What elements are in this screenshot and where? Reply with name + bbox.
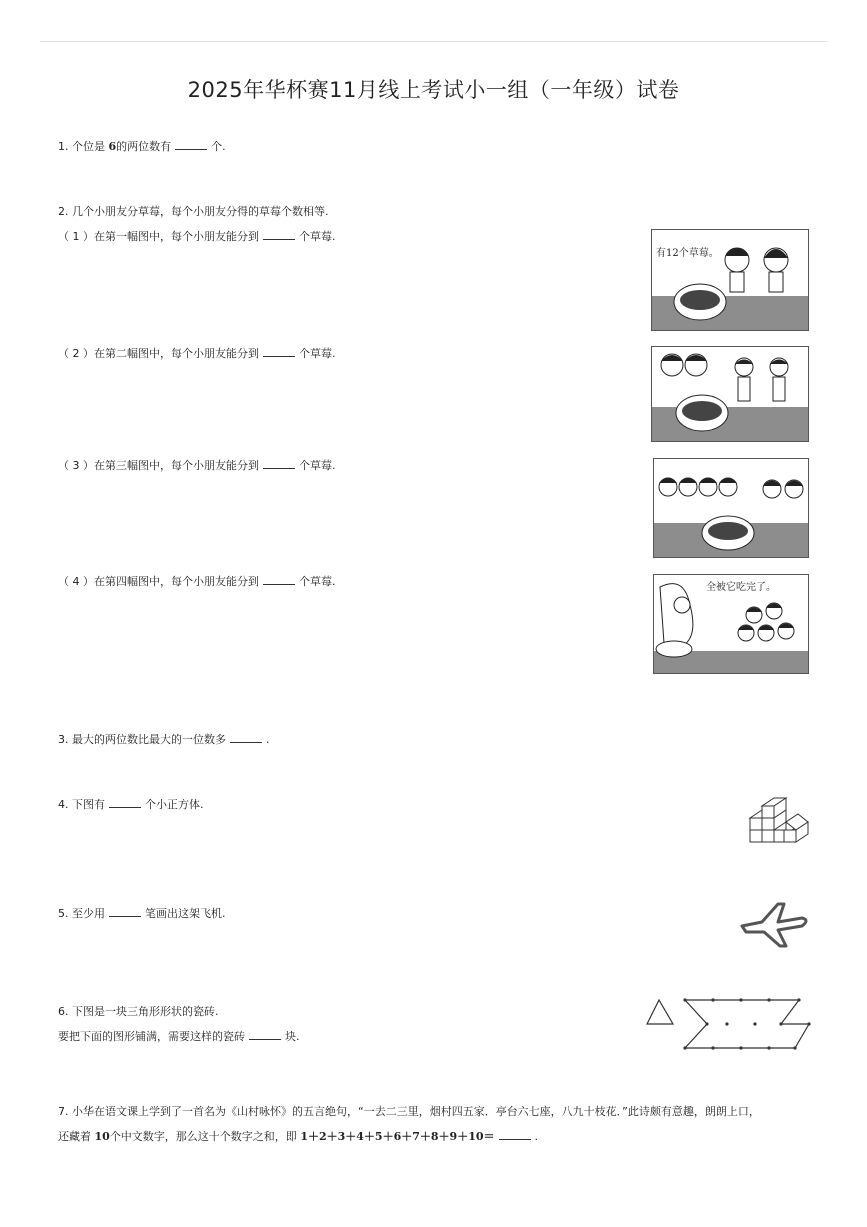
page-title: 2025年华杯赛11月线上考试小一组（一年级）试卷 <box>187 78 680 102</box>
q2-sub3-pre: （ 3 ）在第三幅图中，每个小朋友能分到 <box>58 459 259 472</box>
question-7-line-2 <box>58 1129 538 1144</box>
target-shape <box>685 1000 809 1048</box>
q2-sub1-post: 个草莓. <box>299 230 336 243</box>
panel-1-illustration <box>652 230 808 330</box>
q2-sub1-pre: （ 1 ）在第一幅图中，每个小朋友能分到 <box>58 230 259 243</box>
q7-answer-blank[interactable] <box>499 1129 531 1140</box>
question-6-line-2 <box>58 1029 300 1044</box>
strawberry-panel-4 <box>653 574 809 674</box>
airplane-figure <box>738 900 810 950</box>
q1-bold-number: 6 <box>108 140 117 153</box>
panel-1-caption: 有12个草莓。 <box>656 248 719 259</box>
q7-text-mid: 个中文数字，那么这十个数字之和，即 <box>109 1130 301 1143</box>
panel-4-illustration <box>654 575 808 673</box>
q1-text-pre: 1. 个位是 <box>58 140 109 153</box>
q1-text-post: 的两位数有 <box>116 140 172 153</box>
question-3 <box>58 732 270 747</box>
q6-text-pre: 要把下面的图形铺满，需要这样的瓷砖 <box>58 1030 245 1043</box>
panel-2-illustration <box>652 347 808 441</box>
q2-sub4-pre: （ 4 ）在第四幅图中，每个小朋友能分到 <box>58 575 259 588</box>
q7-text-post: . <box>534 1130 539 1143</box>
q4-text-pre: 4. 下图有 <box>58 798 105 811</box>
question-2-sub-4 <box>58 574 336 589</box>
q3-answer-blank[interactable] <box>230 732 262 743</box>
q5-text-pre: 5. 至少用 <box>58 907 105 920</box>
q2-sub4-answer-blank[interactable] <box>263 574 295 585</box>
question-1 <box>58 139 226 154</box>
q1-answer-blank[interactable] <box>175 139 207 150</box>
q7-text-pre: 还藏着 <box>58 1130 95 1143</box>
q2-sub2-answer-blank[interactable] <box>263 346 295 357</box>
cubes-figure <box>748 794 810 850</box>
q5-text-post: 笔画出这架飞机. <box>145 907 226 920</box>
q2-sub3-post: 个草莓. <box>299 459 336 472</box>
question-2-sub-3 <box>58 458 336 473</box>
question-4 <box>58 797 204 812</box>
q7-bold-number: 10 <box>94 1130 110 1143</box>
question-2-stem: 2. 几个小朋友分草莓，每个小朋友分得的草莓个数相等. <box>58 205 329 218</box>
tile-figure <box>645 996 813 1052</box>
q4-text-post: 个小正方体. <box>145 798 204 811</box>
q7-expression: 1＋2＋3＋4＋5＋6＋7＋8＋9＋10＝ <box>300 1130 495 1143</box>
question-7-line-1: 7. 小华在语文课上学到了一首名为《山村咏怀》的五言绝句，“一去二三里，烟村四五家．亭台六七座，八九十枝花．”此诗颇有意趣，朗朗上口， <box>58 1105 760 1118</box>
panel-4-caption: 全被它吃完了。 <box>706 582 776 593</box>
question-2-sub-1 <box>58 229 336 244</box>
question-2-sub-2 <box>58 346 336 361</box>
q3-text-pre: 3. 最大的两位数比最大的一位数多 <box>58 733 226 746</box>
q2-sub2-post: 个草莓. <box>299 347 336 360</box>
q6-answer-blank[interactable] <box>249 1029 281 1040</box>
q3-text-post: . <box>266 733 270 746</box>
q4-answer-blank[interactable] <box>109 797 141 808</box>
q2-sub1-answer-blank[interactable] <box>263 229 295 240</box>
strawberry-panel-3 <box>653 458 809 558</box>
question-6-line-1: 6. 下图是一块三角形形状的瓷砖. <box>58 1005 219 1018</box>
question-5 <box>58 906 226 921</box>
strawberry-panel-1 <box>651 229 809 331</box>
panel-3-illustration <box>654 459 808 557</box>
top-rule <box>40 41 827 42</box>
q2-sub3-answer-blank[interactable] <box>263 458 295 469</box>
q2-sub4-post: 个草莓. <box>299 575 336 588</box>
q1-text-end: 个. <box>211 140 226 153</box>
triangle-tile <box>647 1000 673 1024</box>
strawberry-panel-2 <box>651 346 809 442</box>
q2-sub2-pre: （ 2 ）在第二幅图中，每个小朋友能分到 <box>58 347 259 360</box>
q5-answer-blank[interactable] <box>109 906 141 917</box>
q6-text-post: 块. <box>285 1030 300 1043</box>
